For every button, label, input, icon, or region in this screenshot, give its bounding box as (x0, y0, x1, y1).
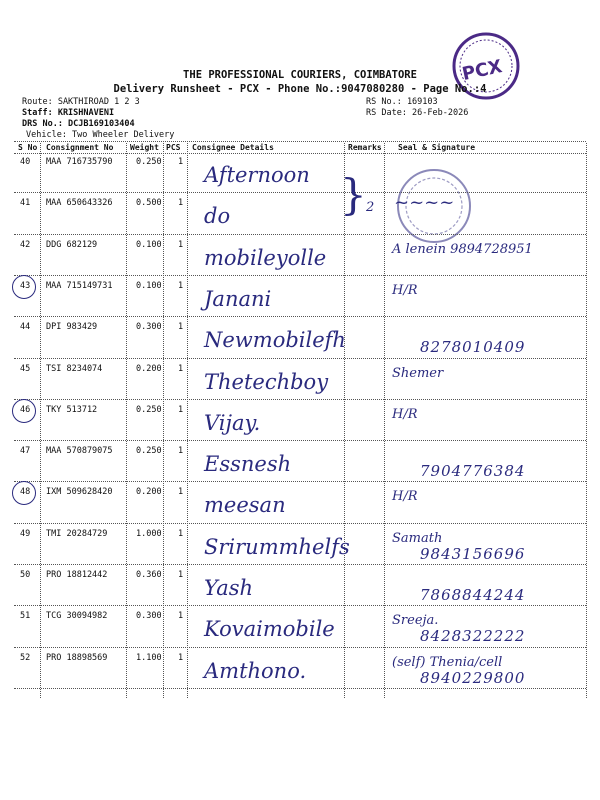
row-signature-handwritten: Samath (392, 530, 443, 546)
rs-date-label: RS Date: 26-Feb-2026 (366, 108, 469, 118)
row-sno: 51 (20, 611, 31, 622)
row-signature-handwritten: Sreeja. (392, 613, 439, 629)
row-signature-handwritten: H/R (392, 282, 418, 298)
row-rule (14, 358, 586, 359)
row-signature-phone: 9843156696 (420, 544, 526, 563)
row-weight: 0.300 (136, 322, 162, 333)
row-weight: 0.100 (136, 239, 162, 250)
row-consignee-handwritten: mobileyolle (204, 245, 327, 270)
vehicle-label: Vehicle: Two Wheeler Delivery (26, 130, 175, 140)
col-remarks: Remarks (348, 143, 382, 152)
row-sno: 50 (20, 570, 31, 580)
row-consignment-no: MAA 650643326 (46, 198, 113, 209)
row-signature-phone: 8428322222 (420, 627, 526, 646)
col-divider (163, 143, 164, 698)
col-sno: S No (18, 143, 38, 152)
row-consignment-no: TKY 513712 (46, 404, 98, 415)
col-divider (384, 143, 385, 698)
row-pcs: 1 (178, 280, 184, 291)
row-sno: 52 (20, 652, 31, 663)
row-weight: 0.360 (136, 570, 162, 580)
row-weight: 0.250 (136, 446, 162, 457)
col-divider (586, 143, 587, 698)
row-consignee-handwritten: Vijay. (204, 410, 261, 435)
row-weight: 0.250 (136, 157, 162, 167)
row-weight: 0.200 (136, 363, 162, 374)
row-consignment-no: TCG 30094982 (46, 611, 108, 622)
row-consignee-handwritten: Newmobilefh (204, 328, 346, 353)
row-sno: 41 (20, 198, 31, 209)
row-signature-handwritten: H/R (392, 489, 418, 505)
col-divider (126, 143, 127, 698)
row-sno: 49 (20, 528, 31, 539)
route-label: Route: SAKTHIROAD 1 2 3 (22, 97, 140, 107)
row-rule (14, 316, 586, 317)
col-seal: Seal & Signature (398, 143, 476, 152)
row-pcs: 1 (178, 487, 184, 498)
row-signature-handwritten: (self) Thenia/cell (392, 654, 503, 670)
col-consignment: Consignment No (46, 143, 114, 152)
row-pcs: 1 (178, 404, 184, 415)
col-consignee: Consignee Details (192, 143, 274, 152)
row-consignee-handwritten: Amthono. (204, 658, 307, 683)
row-consignment-no: TSI 8234074 (46, 363, 103, 374)
row-weight: 1.100 (136, 652, 162, 663)
row-sno: 43 (20, 280, 31, 291)
row-sno: 40 (20, 157, 31, 167)
row-sno: 44 (20, 322, 31, 333)
row-consignment-no: DDG 682129 (46, 239, 98, 250)
row-rule (14, 275, 586, 276)
row-signature-handwritten: Shemer (392, 365, 444, 381)
row-consignee-handwritten: Yash (204, 576, 254, 600)
row-weight: 0.300 (136, 611, 162, 622)
drs-label: DRS No.: DCJB169103404 (22, 119, 135, 129)
row-consignee-handwritten: Essnesh (204, 452, 292, 477)
row-signature-handwritten: H/R (392, 406, 418, 422)
rs-no-label: RS No.: 169103 (366, 97, 438, 107)
row-pcs: 1 (178, 322, 184, 333)
row-consignment-no: MAA 715149731 (46, 280, 113, 291)
row-pcs: 1 (178, 611, 184, 622)
row-circle-mark (12, 481, 36, 505)
signature-scribble: ~~~~ (394, 192, 455, 213)
table-top-rule (14, 141, 586, 142)
row-consignee-handwritten: Janani (204, 286, 272, 311)
row-circle-mark (12, 275, 36, 299)
row-signature-phone: 8278010409 (420, 338, 526, 357)
row-rule (14, 399, 586, 400)
bracket-note: 2 (366, 200, 375, 215)
staff-label: Staff: KRISHNAVENI (22, 108, 115, 118)
row-rule (14, 605, 586, 606)
row-consignment-no: PRO 18898569 (46, 652, 108, 663)
row-pcs: 1 (178, 198, 184, 209)
runsheet-subtitle: Delivery Runsheet - PCX - Phone No.:9047080280 - Page No.:4 (113, 83, 487, 95)
col-divider (344, 143, 345, 698)
row-consignment-no: IXM 509628420 (46, 487, 113, 498)
row-consignee-handwritten: do (204, 204, 231, 229)
row-consignee-handwritten: Kovaimobile (204, 617, 335, 642)
row-consignment-no: MAA 570879075 (46, 446, 113, 457)
stamp-text: PCX (460, 56, 505, 85)
row-rule (14, 440, 586, 441)
row-consignee-handwritten: meesan (204, 493, 286, 518)
row-consignment-no: PRO 18812442 (46, 570, 108, 580)
row-rule (14, 192, 586, 193)
row-pcs: 1 (178, 363, 184, 374)
row-pcs: 1 (178, 446, 184, 457)
row-weight: 0.200 (136, 487, 162, 498)
row-consignee-handwritten: Afternoon (204, 163, 310, 187)
row-weight: 0.100 (136, 280, 162, 291)
row-pcs: 1 (178, 570, 184, 580)
row-sno: 47 (20, 446, 31, 457)
row-sno: 42 (20, 239, 31, 250)
row-circle-mark (12, 399, 36, 423)
row-weight: 1.000 (136, 528, 162, 539)
row-rule (14, 647, 586, 648)
col-weight: Weight (130, 143, 159, 152)
row-sno: 48 (20, 487, 31, 498)
row-sno: 46 (20, 404, 31, 415)
row-rule (14, 564, 586, 565)
row-rule (14, 481, 586, 482)
row-rule (14, 688, 586, 689)
col-pcs: PCS (166, 143, 181, 152)
row-signature-phone: 7868844244 (420, 586, 526, 604)
row-pcs: 1 (178, 157, 184, 167)
row-rule (14, 234, 586, 235)
row-consignee-handwritten: Thetechboy (204, 369, 329, 394)
col-divider (40, 143, 41, 698)
row-signature-handwritten: A lenein 9894728951 (392, 241, 533, 257)
row-consignee-handwritten: Srirummhelfs (204, 534, 350, 559)
brace-mark: } (340, 170, 367, 219)
row-sno: 45 (20, 363, 31, 374)
row-signature-phone: 7904776384 (420, 462, 526, 481)
col-divider (187, 143, 188, 698)
row-consignment-no: DPI 983429 (46, 322, 98, 333)
row-pcs: 1 (178, 528, 184, 539)
row-consignment-no: MAA 716735790 (46, 157, 113, 167)
row-pcs: 1 (178, 239, 184, 250)
company-title: THE PROFESSIONAL COURIERS, COIMBATORE (183, 69, 417, 81)
row-weight: 0.500 (136, 198, 162, 209)
row-rule (14, 523, 586, 524)
row-weight: 0.250 (136, 404, 162, 415)
row-consignment-no: TMI 20284729 (46, 528, 108, 539)
row-signature-phone: 8940229800 (420, 668, 526, 687)
row-pcs: 1 (178, 652, 184, 663)
header-rule (14, 153, 586, 154)
